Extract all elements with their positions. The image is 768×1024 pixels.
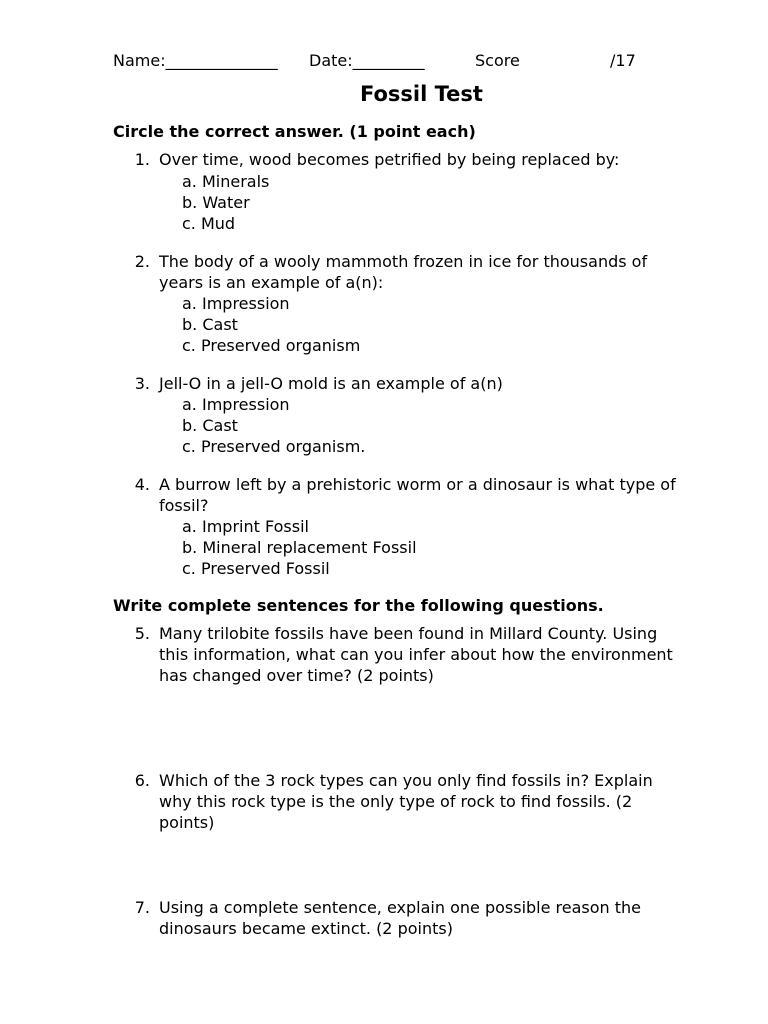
option-text: Water xyxy=(202,193,250,212)
option-4a[interactable] xyxy=(182,516,309,537)
question-text-line-1: Which of the 3 rock types can you only find fossils in? Explain xyxy=(159,771,653,790)
question-number: 4. xyxy=(134,475,150,494)
option-letter: a. xyxy=(182,172,197,191)
option-text: Cast xyxy=(202,416,238,435)
name-field: Name:______________ xyxy=(113,51,278,70)
option-letter: a. xyxy=(182,395,197,414)
option-2a[interactable] xyxy=(182,293,290,314)
option-text: Preserved organism xyxy=(200,336,361,355)
option-text: Imprint Fossil xyxy=(201,517,309,536)
page-title: Fossil Test xyxy=(360,82,483,106)
option-letter: b. xyxy=(182,193,198,212)
option-letter: c. xyxy=(182,214,196,233)
question-number: 6. xyxy=(134,771,150,790)
option-1c[interactable] xyxy=(182,213,235,234)
option-3a[interactable] xyxy=(182,394,290,415)
question-text-line-3: has changed over time? (2 points) xyxy=(159,666,434,685)
option-text: Preserved Fossil xyxy=(200,559,330,578)
score-total: /17 xyxy=(610,51,636,70)
option-4c[interactable] xyxy=(182,558,330,579)
option-letter: b. xyxy=(182,315,198,334)
option-text: Cast xyxy=(202,315,238,334)
option-text: Mud xyxy=(200,214,236,233)
option-3b[interactable] xyxy=(182,415,238,436)
question-text-line-1: The body of a wooly mammoth frozen in ice for thousands of xyxy=(159,252,648,271)
section2-instruction: Write complete sentences for the following questions. xyxy=(113,596,604,615)
question-number: 2. xyxy=(134,252,150,271)
question-text-line-1: Many trilobite fossils have been found in Millard County. Using xyxy=(159,624,658,643)
question-text-line-2: fossil? xyxy=(159,496,209,515)
option-1a[interactable] xyxy=(182,171,269,192)
question-text-line-2: why this rock type is the only type of rock to find fossils. (2 xyxy=(159,792,633,811)
question-text-line-2: dinosaurs became extinct. (2 points) xyxy=(159,919,453,938)
date-field: Date:_________ xyxy=(309,51,425,70)
question-text-line-1: A burrow left by a prehistoric worm or a dinosaur is what type of xyxy=(159,475,676,494)
option-text: Impression xyxy=(201,395,290,414)
score-label: Score xyxy=(475,51,520,70)
question-number: 5. xyxy=(134,624,150,643)
section1-instruction: Circle the correct answer. (1 point each) xyxy=(113,122,476,141)
question-text-line-1: Using a complete sentence, explain one possible reason the xyxy=(159,898,642,917)
option-letter: a. xyxy=(182,517,197,536)
option-2c[interactable] xyxy=(182,335,360,356)
option-letter: c. xyxy=(182,559,196,578)
question-number: 1. xyxy=(134,150,150,169)
question-text: Over time, wood becomes petrified by being replaced by: xyxy=(159,150,620,169)
question-number: 7. xyxy=(134,898,150,917)
question-text-line-2: years is an example of a(n): xyxy=(159,273,384,292)
question-text-line-2: this information, what can you infer about how the environment xyxy=(159,645,673,664)
question-text: Jell-O in a jell-O mold is an example of a(n) xyxy=(159,374,503,393)
option-text: Mineral replacement Fossil xyxy=(202,538,417,557)
option-1b[interactable] xyxy=(182,192,250,213)
option-text: Minerals xyxy=(201,172,270,191)
option-letter: c. xyxy=(182,437,196,456)
question-number: 3. xyxy=(134,374,150,393)
question-text-line-3: points) xyxy=(159,813,215,832)
option-letter: c. xyxy=(182,336,196,355)
option-3c[interactable] xyxy=(182,436,365,457)
option-letter: b. xyxy=(182,416,198,435)
option-2b[interactable] xyxy=(182,314,238,335)
option-text: Preserved organism. xyxy=(200,437,366,456)
option-4b[interactable] xyxy=(182,537,417,558)
option-letter: b. xyxy=(182,538,198,557)
option-letter: a. xyxy=(182,294,197,313)
option-text: Impression xyxy=(201,294,290,313)
